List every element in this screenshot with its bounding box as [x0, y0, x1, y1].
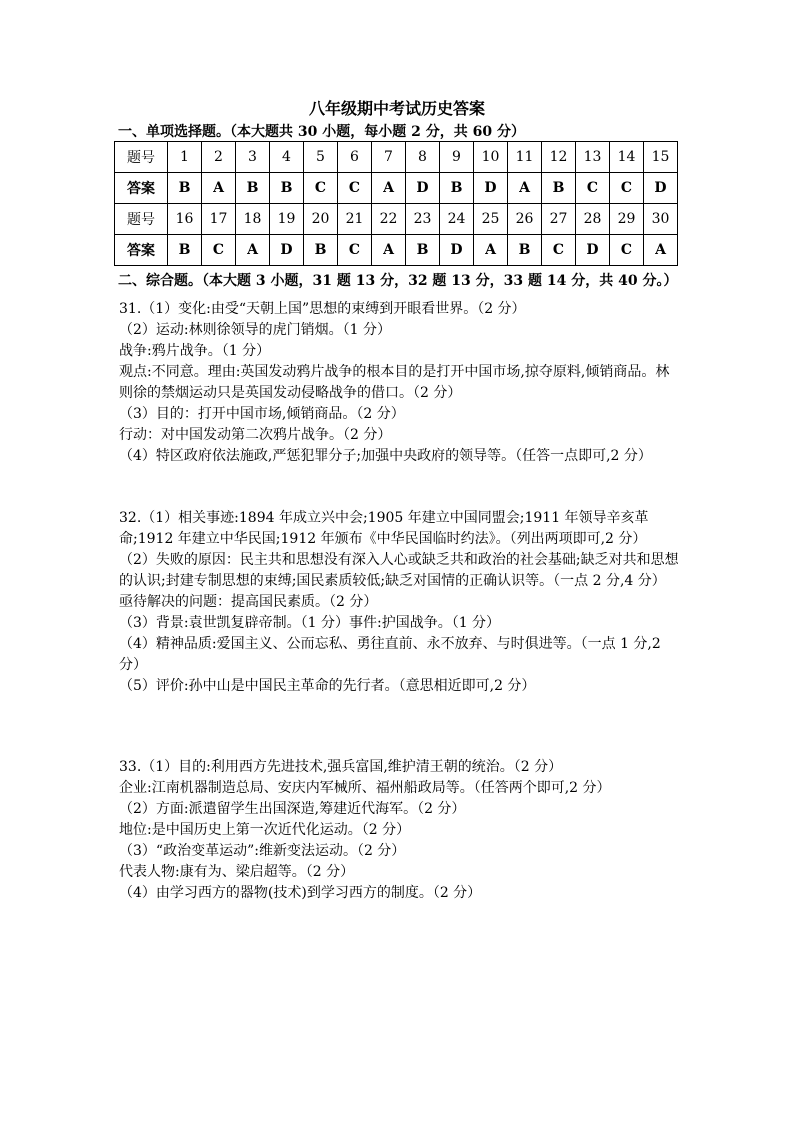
answer-cell: B [168, 173, 202, 204]
question-number-cell: 14 [610, 142, 644, 173]
answer-cell: D [576, 235, 610, 266]
answer-cell: B [236, 173, 270, 204]
question-number-cell: 22 [372, 204, 406, 235]
answer-cell: D [474, 173, 508, 204]
question-number-cell: 29 [610, 204, 644, 235]
question-number-cell: 17 [202, 204, 236, 235]
answer-cell: B [304, 235, 338, 266]
answer-line: （2）失败的原因：民主共和思想没有深入人心或缺乏共和政治的社会基础;缺乏对共和思想的认识;封建专制思想的束缚;国民素质较低;缺乏对国情的正确认识等。（一点 2 分,4 分） [119, 552, 679, 589]
answer-line: 地位:是中国历史上第一次近代化运动。（2 分） [119, 822, 411, 838]
question-number-cell: 16 [168, 204, 202, 235]
answer-line: （4）特区政府依法施政,严惩犯罪分子;加强中央政府的领导等。（任答一点即可,2 分） [119, 448, 652, 464]
answer-cell: C [338, 235, 372, 266]
question-number-cell: 20 [304, 204, 338, 235]
answer-line: （3）目的：打开中国市场,倾销商品。（2 分） [119, 406, 405, 422]
question-number-cell: 9 [440, 142, 474, 173]
answer-line: 33.（1）目的:利用西方先进技术,强兵富国,维护清王朝的统治。（2 分） [119, 759, 563, 775]
answer-line: 观点:不同意。理由:英国发动鸦片战争的根本目的是打开中国市场,掠夺原料,倾销商品。林则徐的禁烟运动只是英国发动侵略战争的借口。（2 分） [119, 364, 670, 401]
question-number-cell: 10 [474, 142, 508, 173]
question-number-cell: 24 [440, 204, 474, 235]
question-number-cell: 5 [304, 142, 338, 173]
answer-cell: B [508, 235, 542, 266]
question-number-cell: 19 [270, 204, 304, 235]
answer-cell: C [576, 173, 610, 204]
question-33-answer [119, 757, 679, 904]
answer-line: （4）精神品质:爱国主义、公而忘私、勇往直前、永不放弃、与时俱进等。（一点 1 分,2 分） [119, 636, 661, 673]
question-number-cell: 7 [372, 142, 406, 173]
answer-table [114, 141, 678, 266]
answer-cell: B [406, 235, 440, 266]
answer-line: （5）评价:孙中山是中国民主革命的先行者。（意思相近即可,2 分） [119, 678, 536, 694]
answer-cell: A [236, 235, 270, 266]
question-31-answer [119, 299, 679, 467]
answer-line: 32.（1）相关事迹:1894 年成立兴中会;1905 年建立中国同盟会;1911 年领导辛亥革命;1912 年建立中华民国;1912 年颁布《中华民国临时约法》。（列出两项即可,2 分） [119, 510, 649, 547]
answer-cell: A [644, 235, 678, 266]
question-number-cell: 26 [508, 204, 542, 235]
answer-line: （3）“政治变革运动”:维新变法运动。（2 分） [119, 843, 406, 859]
section1-heading: 一、单项选择题。（本大题共 30 小题，每小题 2 分，共 60 分） [118, 124, 525, 140]
question-number-cell: 13 [576, 142, 610, 173]
answer-cell: C [304, 173, 338, 204]
row-label: 题号 [115, 142, 168, 173]
question-number-cell: 4 [270, 142, 304, 173]
answer-cell: B [270, 173, 304, 204]
answer-cell: A [508, 173, 542, 204]
answer-line: 企业:江南机器制造总局、安庆内军械所、福州船政局等。（任答两个即可,2 分） [119, 780, 611, 796]
question-number-cell: 8 [406, 142, 440, 173]
question-number-cell: 2 [202, 142, 236, 173]
answer-cell: A [372, 235, 406, 266]
question-number-cell: 28 [576, 204, 610, 235]
answer-cell: C [542, 235, 576, 266]
answer-cell: C [338, 173, 372, 204]
answer-line: （4）由学习西方的器物(技术)到学习西方的制度。（2 分） [119, 885, 482, 901]
answer-line: （2）运动:林则徐领导的虎门销烟。（1 分） [119, 322, 391, 338]
answer-line: 亟待解决的问题：提高国民素质。（2 分） [119, 594, 378, 610]
question-number-cell: 6 [338, 142, 372, 173]
answer-cell: D [440, 235, 474, 266]
answer-cell: D [406, 173, 440, 204]
answer-line: 战争:鸦片战争。（1 分） [119, 343, 271, 359]
row-label: 题号 [115, 204, 168, 235]
question-number-cell: 12 [542, 142, 576, 173]
question-32-answer [119, 508, 679, 697]
question-number-cell: 25 [474, 204, 508, 235]
answer-cell: A [474, 235, 508, 266]
question-number-cell: 11 [508, 142, 542, 173]
table-row [115, 173, 678, 204]
answer-line: （3）背景:袁世凯复辟帝制。（1 分）事件:护国战争。（1 分） [119, 615, 501, 631]
question-number-cell: 21 [338, 204, 372, 235]
answer-line: 行动：对中国发动第二次鸦片战争。（2 分） [119, 427, 392, 443]
table-row [115, 142, 678, 173]
answer-cell: C [610, 235, 644, 266]
question-number-cell: 27 [542, 204, 576, 235]
answer-cell: D [270, 235, 304, 266]
answer-cell: A [372, 173, 406, 204]
question-number-cell: 1 [168, 142, 202, 173]
answer-cell: B [168, 235, 202, 266]
row-label: 答案 [115, 235, 168, 266]
question-number-cell: 15 [644, 142, 678, 173]
table-row [115, 235, 678, 266]
answer-cell: B [542, 173, 576, 204]
table-row [115, 204, 678, 235]
answer-cell: B [440, 173, 474, 204]
question-number-cell: 18 [236, 204, 270, 235]
answer-cell: D [644, 173, 678, 204]
section2-heading: 二、综合题。（本大题 3 小题，31 题 13 分，32 题 13 分，33 题 14 分，共 40 分。） [118, 273, 678, 289]
question-number-cell: 30 [644, 204, 678, 235]
answer-cell: C [202, 235, 236, 266]
answer-line: 31.（1）变化:由受“天朝上国”思想的束缚到开眼看世界。（2 分） [119, 301, 526, 317]
question-number-cell: 23 [406, 204, 440, 235]
answer-cell: C [610, 173, 644, 204]
question-number-cell: 3 [236, 142, 270, 173]
answer-line: （2）方面:派遣留学生出国深造,筹建近代海军。（2 分） [119, 801, 466, 817]
answer-line: 代表人物:康有为、梁启超等。（2 分） [119, 864, 355, 880]
page-title: 八年级期中考试历史答案 [308, 99, 485, 118]
row-label: 答案 [115, 173, 168, 204]
answer-cell: A [202, 173, 236, 204]
